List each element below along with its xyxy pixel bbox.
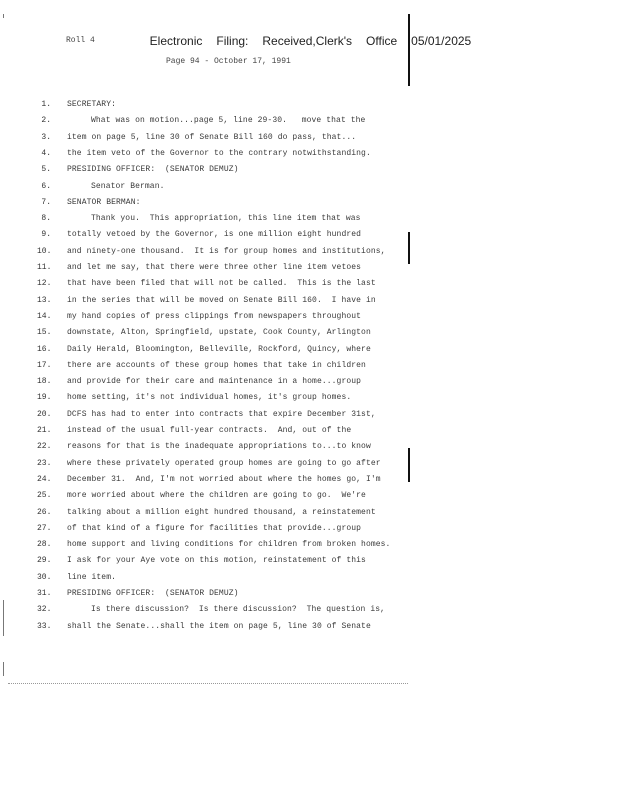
transcript-line bbox=[0, 342, 618, 358]
line-text: and let me say, that there were three other line item vetoes bbox=[67, 263, 362, 272]
transcript-line bbox=[0, 293, 618, 309]
line-text: SENATOR BERMAN: bbox=[67, 197, 141, 207]
line-text: home setting, it's not individual homes, it's group homes. bbox=[67, 393, 352, 403]
line-number: 7. bbox=[41, 197, 51, 207]
stamp-office: Office bbox=[366, 34, 398, 48]
line-number: 20. bbox=[37, 409, 52, 419]
line-number: 22. bbox=[37, 442, 52, 452]
line-text: What was on motion...page 5, line 29-30. move that the bbox=[91, 116, 366, 126]
transcript-line bbox=[0, 407, 618, 423]
line-number: 9. bbox=[41, 230, 51, 240]
transcript-line bbox=[0, 619, 618, 635]
margin-bar-top bbox=[408, 14, 410, 86]
transcript-line bbox=[0, 423, 618, 439]
line-text: Is there discussion? Is there discussion? The question is, bbox=[91, 605, 386, 615]
line-number: 17. bbox=[37, 360, 52, 370]
line-number: 30. bbox=[37, 572, 52, 582]
line-number: 13. bbox=[37, 295, 52, 305]
line-text: December 31. And, I'm not worried about where the homes go, I'm bbox=[67, 474, 381, 484]
line-number: 19. bbox=[37, 393, 52, 403]
line-number: 21. bbox=[37, 426, 52, 435]
line-text: SECRETARY: bbox=[67, 100, 117, 109]
line-number: 25. bbox=[37, 491, 52, 501]
line-number: 29. bbox=[37, 556, 52, 566]
line-number: 18. bbox=[37, 377, 52, 387]
line-text: line item. bbox=[67, 572, 117, 582]
line-text: where these privately operated group homes are going to go after bbox=[67, 458, 381, 468]
transcript-line bbox=[0, 244, 618, 260]
page-header: Page 94 - October 17, 1991 bbox=[166, 57, 291, 66]
line-number: 12. bbox=[37, 279, 52, 289]
line-number: 24. bbox=[37, 474, 52, 484]
line-text: reasons for that is the inadequate appropriations to...to know bbox=[67, 442, 371, 452]
line-text: Senator Berman. bbox=[91, 181, 165, 191]
line-text: downstate, Alton, Springfield, upstate, Cook County, Arlington bbox=[67, 328, 371, 338]
line-number: 31. bbox=[37, 589, 52, 598]
transcript-line bbox=[0, 97, 618, 113]
line-number: 23. bbox=[37, 458, 52, 468]
transcript-line bbox=[0, 195, 618, 211]
line-number: 26. bbox=[37, 507, 52, 517]
scan-edge-line bbox=[8, 683, 408, 684]
line-number: 4. bbox=[41, 148, 51, 158]
line-number: 32. bbox=[37, 605, 52, 615]
line-text: I ask for your Aye vote on this motion, reinstatement of this bbox=[67, 556, 366, 566]
transcript-line bbox=[0, 472, 618, 488]
line-text: my hand copies of press clippings from newspapers throughout bbox=[67, 311, 362, 321]
line-number: 11. bbox=[37, 263, 52, 272]
stamp-filing: Filing: bbox=[216, 34, 249, 48]
line-text: instead of the usual full-year contracts. And, out of the bbox=[67, 426, 352, 435]
left-edge-mark-top bbox=[3, 14, 4, 18]
line-text: home support and living conditions for children from broken homes. bbox=[67, 540, 391, 550]
transcript-line bbox=[0, 521, 618, 537]
line-number: 3. bbox=[41, 132, 51, 142]
line-text: item on page 5, line 30 of Senate Bill 160 do pass, that... bbox=[67, 132, 357, 142]
line-text: talking about a million eight hundred thousand, a reinstatement bbox=[67, 507, 376, 517]
line-text: in the series that will be moved on Senate Bill 160. I have in bbox=[67, 295, 376, 305]
line-number: 14. bbox=[37, 311, 52, 321]
transcript-line bbox=[0, 390, 618, 406]
line-text: there are accounts of these group homes that take in children bbox=[67, 360, 366, 370]
transcript-line bbox=[0, 505, 618, 521]
left-edge-mark-low bbox=[3, 662, 4, 676]
line-text: totally vetoed by the Governor, is one million eight hundred bbox=[67, 230, 362, 240]
line-text: and ninety-one thousand. It is for group homes and institutions, bbox=[67, 246, 386, 256]
stamp-received: Received,Clerk's bbox=[262, 34, 353, 48]
line-number: 6. bbox=[41, 181, 51, 191]
transcript-line bbox=[0, 130, 618, 146]
transcript-line bbox=[0, 260, 618, 276]
filing-stamp bbox=[143, 20, 471, 48]
line-number: 27. bbox=[37, 523, 52, 533]
line-number: 15. bbox=[37, 328, 52, 338]
line-text: Daily Herald, Bloomington, Belleville, Rockford, Quincy, where bbox=[67, 344, 371, 354]
transcript-line bbox=[0, 113, 618, 129]
transcript-line bbox=[0, 439, 618, 455]
line-text: the item veto of the Governor to the contrary notwithstanding. bbox=[67, 148, 371, 158]
transcript-line bbox=[0, 227, 618, 243]
line-text: shall the Senate...shall the item on page 5, line 30 of Senate bbox=[67, 621, 371, 631]
line-text: PRESIDING OFFICER: (SENATOR DEMUZ) bbox=[67, 589, 239, 598]
line-number: 8. bbox=[41, 214, 51, 224]
transcript-line bbox=[0, 602, 618, 618]
stamp-date: 05/01/2025 bbox=[411, 34, 472, 48]
transcript-line bbox=[0, 456, 618, 472]
transcript-line bbox=[0, 325, 618, 341]
transcript-line bbox=[0, 309, 618, 325]
transcript-line bbox=[0, 586, 618, 602]
transcript-line bbox=[0, 276, 618, 292]
line-number: 33. bbox=[37, 621, 52, 631]
stamp-electronic: Electronic bbox=[149, 34, 203, 48]
transcript-line bbox=[0, 162, 618, 178]
line-text: and provide for their care and maintenance in a home...group bbox=[67, 377, 362, 387]
transcript-line bbox=[0, 374, 618, 390]
line-number: 2. bbox=[41, 116, 51, 126]
transcript-line bbox=[0, 570, 618, 586]
transcript-line bbox=[0, 537, 618, 553]
transcript-line bbox=[0, 488, 618, 504]
line-text: of that kind of a figure for facilities that provide...group bbox=[67, 523, 362, 533]
line-number: 1. bbox=[41, 100, 51, 109]
transcript-line bbox=[0, 179, 618, 195]
line-number: 5. bbox=[41, 165, 51, 175]
line-text: DCFS has had to enter into contracts that expire December 31st, bbox=[67, 409, 376, 419]
line-text: Thank you. This appropriation, this line item that was bbox=[91, 214, 361, 224]
transcript-line bbox=[0, 553, 618, 569]
line-number: 28. bbox=[37, 540, 52, 550]
roll-label: Roll 4 bbox=[66, 36, 95, 45]
transcript-line bbox=[0, 146, 618, 162]
line-text: PRESIDING OFFICER: (SENATOR DEMUZ) bbox=[67, 165, 239, 175]
line-number: 10. bbox=[37, 246, 52, 256]
line-text: that have been filed that will not be called. This is the last bbox=[67, 279, 376, 289]
line-number: 16. bbox=[37, 344, 52, 354]
transcript-line bbox=[0, 358, 618, 374]
line-text: more worried about where the children are going to go. We're bbox=[67, 491, 366, 501]
transcript-line bbox=[0, 211, 618, 227]
